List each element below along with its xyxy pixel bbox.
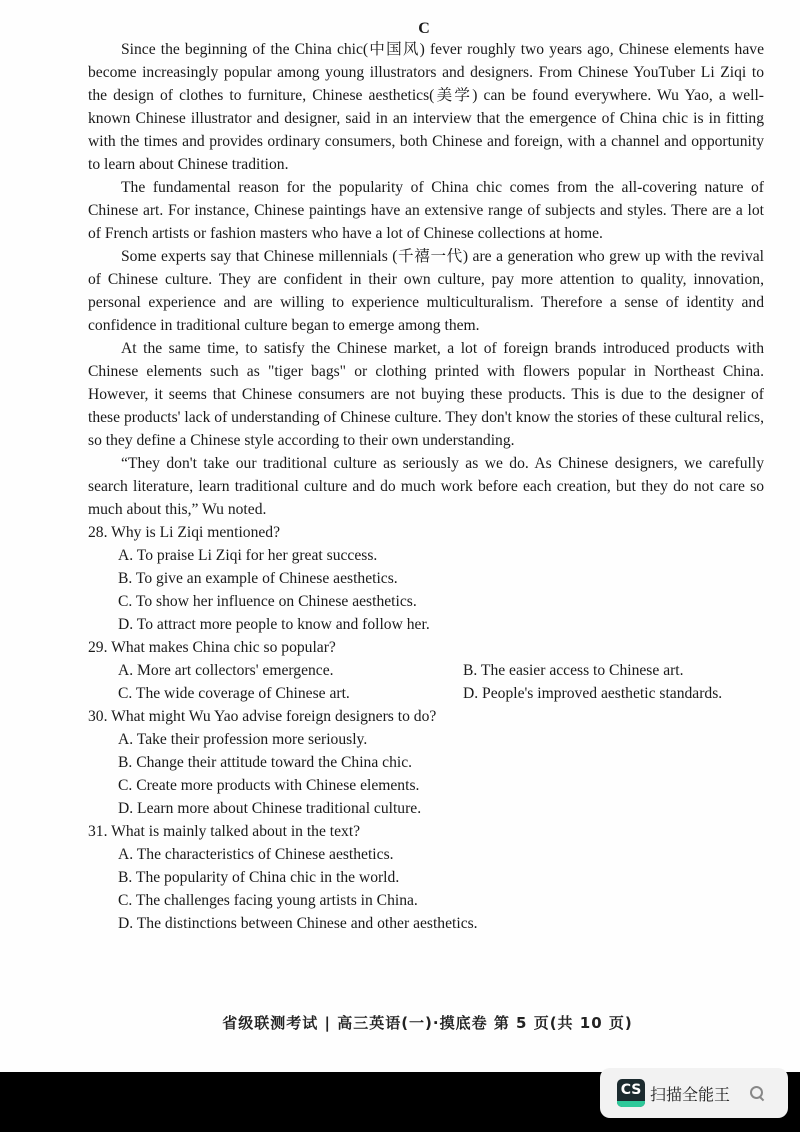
question-30 — [88, 705, 764, 820]
option-row — [88, 659, 764, 682]
paragraph: The fundamental reason for the popularity of China chic comes from the all-covering nature of Chinese art. For instance, Chinese paintings have an extensive range of subjects and styles. There are a lot of French artists or fashion masters who have a lot of Chinese collections at home. — [88, 179, 764, 242]
question-29 — [88, 636, 764, 705]
paragraph: At the same time, to satisfy the Chinese market, a lot of foreign brands introduced products with Chinese elements such as "tiger bags" or clothing printed with flowers popular in Northeast China. However, it seems that Chinese consumers are not buying these products. This is due to the designer of these products' lack of understanding of Chinese culture. They don't know the stories of these cultural relics, so they define a Chinese style according to their own understanding. — [88, 340, 764, 449]
question-stem: 30. What might Wu Yao advise foreign designers to do? — [88, 708, 437, 725]
section-letter: C — [418, 20, 430, 37]
option-a: A. Take their profession more seriously. — [118, 731, 368, 748]
question-stem: 31. What is mainly talked about in the text? — [88, 823, 361, 840]
paragraph: “They don't take our traditional culture as seriously as we do. As Chinese designers, we carefully search literature, learn traditional culture and do much work before each creation, but they do not care so much about this,” Wu noted. — [88, 455, 764, 518]
question-stem: 28. Why is Li Ziqi mentioned? — [88, 524, 281, 541]
option-b: B. The popularity of China chic in the world. — [118, 869, 400, 886]
question-stem: 29. What makes China chic so popular? — [88, 639, 336, 656]
option-c: C. To show her influence on Chinese aesthetics. — [118, 593, 417, 610]
paragraph: Since the beginning of the China chic(中国风) fever roughly two years ago, Chinese elements have become increasingly popular among young illustrators and designers. From Chinese YouTuber Li Ziqi to the design of clothes to furniture, Chinese aesthetics(美学) can be found everywhere. Wu Yao, a well-known Chinese illustrator and designer, said in an interview that the emergence of China chic is in fitting with the times and provides ordinary consumers, both Chinese and foreign, with a channel and opportunity to learn about Chinese tradition. — [88, 41, 764, 173]
app-name: 扫描全能王 — [650, 1084, 731, 1104]
search-icon[interactable] — [750, 1086, 764, 1100]
option-d: D. People's improved aesthetic standards. — [463, 685, 723, 702]
option-c: C. The challenges facing young artists in China. — [118, 892, 418, 909]
option-d: D. The distinctions between Chinese and other aesthetics. — [118, 915, 478, 932]
option-a: A. The characteristics of Chinese aesthetics. — [118, 846, 394, 863]
camscanner-watermark[interactable] — [600, 1068, 788, 1118]
logo-text: CS — [620, 1082, 642, 1098]
option-a: A. To praise Li Ziqi for her great success. — [118, 547, 378, 564]
option-b: B. To give an example of Chinese aesthetics. — [118, 570, 398, 587]
logo-stripe — [617, 1101, 645, 1107]
option-row — [88, 682, 764, 705]
option-d: D. To attract more people to know and follow her. — [118, 616, 430, 633]
option-a: A. More art collectors' emergence. — [118, 662, 334, 679]
option-d: D. Learn more about Chinese traditional culture. — [118, 800, 422, 817]
option-c: C. The wide coverage of Chinese art. — [118, 685, 350, 702]
option-b: B. Change their attitude toward the China chic. — [118, 754, 413, 771]
page-footer: 省级联测考试 | 高三英语(一)·摸底卷 第 5 页(共 10 页) — [222, 1014, 633, 1032]
document-body — [88, 38, 764, 935]
camscanner-logo-icon — [617, 1079, 645, 1107]
option-b: B. The easier access to Chinese art. — [463, 662, 684, 679]
paragraph: Some experts say that Chinese millennials (千禧一代) are a generation who grew up with the revival of Chinese culture. They are confident in their own culture, pay more attention to quality, innovation, personal experience and are willing to experience multiculturalism. Therefore a sense of identity and confidence in traditional culture began to emerge among them. — [88, 248, 764, 334]
option-c: C. Create more products with Chinese elements. — [118, 777, 420, 794]
question-31 — [88, 820, 764, 935]
question-28 — [88, 521, 764, 636]
